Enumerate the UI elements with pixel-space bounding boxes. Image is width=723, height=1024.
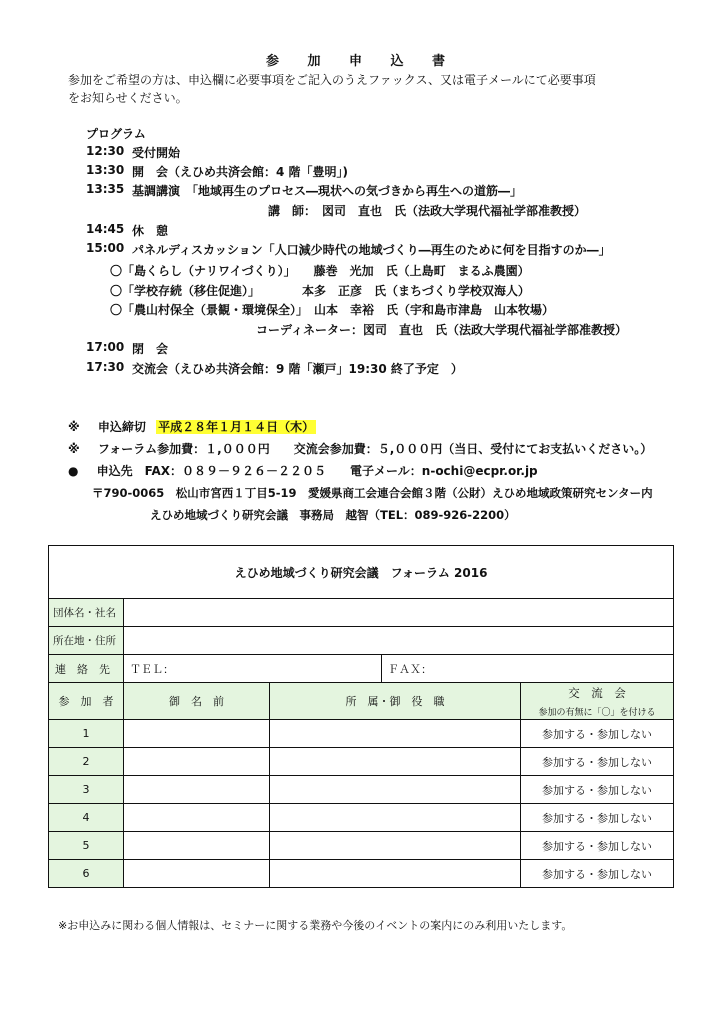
program-time: 15:00 bbox=[86, 241, 125, 255]
program-content: パネルディスカッション「人口減少時代の地域づくり―再生のために何を目指すのか―」 bbox=[132, 243, 611, 257]
intro-line-1: 参加をご希望の方は、申込欄に必要事項をご記入のうえファックス、又は電子メールにて必要事項 bbox=[68, 73, 596, 87]
participant-affiliation-field[interactable] bbox=[270, 832, 521, 860]
participant-row bbox=[49, 804, 674, 832]
participant-row bbox=[49, 720, 674, 748]
exchange-choice[interactable]: 参加する・参加しない bbox=[521, 804, 674, 832]
participant-number: 1 bbox=[49, 720, 124, 748]
privacy-footnote: ※お申込みに関わる個人情報は、セミナーに関する業務や今後のイベントの案内にのみ利用いたします。 bbox=[58, 919, 573, 932]
contact-mark: ● bbox=[68, 464, 79, 478]
participant-affiliation-field[interactable] bbox=[270, 860, 521, 888]
deadline-mark: ※ bbox=[68, 420, 80, 434]
tel-field[interactable] bbox=[124, 655, 382, 683]
contact-row bbox=[49, 655, 674, 683]
participant-affiliation-field[interactable] bbox=[270, 776, 521, 804]
program-time: 17:30 bbox=[86, 360, 125, 374]
program-content: 〇「島くらし（ナリワイづくり）」 藤巻 光加 氏（上島町 まるふ農園） bbox=[110, 264, 530, 278]
deadline-date: 平成２８年１月１４日（木） bbox=[158, 420, 315, 434]
program-content: 基調講演 「地域再生のプロセス―現状への気づきから再生への道筋―」 bbox=[132, 184, 523, 198]
program-time: 13:30 bbox=[86, 163, 125, 177]
participant-number: 2 bbox=[49, 748, 124, 776]
contact-line bbox=[68, 462, 538, 479]
participant-number: 4 bbox=[49, 804, 124, 832]
program-content: 講 師： 図司 直也 氏（法政大学現代福祉学部准教授） bbox=[268, 204, 587, 218]
program-content: 受付開始 bbox=[132, 146, 181, 160]
page-title: 参 加 申 込 書 bbox=[265, 54, 458, 69]
org-row bbox=[49, 599, 674, 627]
participants-label: 参 加 者 bbox=[49, 683, 124, 720]
form-title-row bbox=[49, 546, 674, 599]
participant-affiliation-field[interactable] bbox=[270, 748, 521, 776]
name-header: 御 名 前 bbox=[124, 683, 270, 720]
fees-text: フォーラム参加費：１,０００円 交流会参加費：５,０００円（当日、受付にてお支払いください。） bbox=[97, 442, 653, 456]
participant-number: 3 bbox=[49, 776, 124, 804]
deadline-line bbox=[68, 418, 316, 435]
participant-row bbox=[49, 776, 674, 804]
deadline-label: 申込締切 bbox=[97, 420, 146, 434]
form-title: えひめ地域づくり研究会議 フォーラム 2016 bbox=[49, 546, 674, 599]
participant-row bbox=[49, 860, 674, 888]
participant-name-field[interactable] bbox=[124, 720, 270, 748]
tel-label: ＴＥＬ： bbox=[130, 662, 174, 676]
participant-number: 5 bbox=[49, 832, 124, 860]
participants-header-row bbox=[49, 683, 674, 720]
fax-field[interactable] bbox=[382, 655, 674, 683]
program-content: 交流会（えひめ共済会館：9 階「瀬戸」19:30 終了予定 ） bbox=[132, 362, 463, 376]
program-heading: プログラム bbox=[86, 127, 146, 141]
exchange-choice[interactable]: 参加する・参加しない bbox=[521, 720, 674, 748]
participant-name-field[interactable] bbox=[124, 860, 270, 888]
address-label: 所在地・住所 bbox=[49, 627, 124, 655]
address-field[interactable] bbox=[124, 627, 674, 655]
exchange-choice[interactable]: 参加する・参加しない bbox=[521, 776, 674, 804]
exchange-choice[interactable]: 参加する・参加しない bbox=[521, 860, 674, 888]
contact-text: 申込先 FAX：０８９－９２６－２２０５ 電子メール：n-ochi@ecpr.or.jp bbox=[96, 464, 538, 478]
exchange-choice[interactable]: 参加する・参加しない bbox=[521, 832, 674, 860]
exchange-header-title: 交 流 会 bbox=[568, 685, 626, 700]
program-time: 12:30 bbox=[86, 144, 125, 158]
contact-label: 連 絡 先 bbox=[49, 655, 124, 683]
org-field[interactable] bbox=[124, 599, 674, 627]
office-line: えひめ地域づくり研究会議 事務局 越智（TEL：089-926-2200） bbox=[150, 508, 516, 522]
program-time: 17:00 bbox=[86, 340, 125, 354]
participant-row bbox=[49, 748, 674, 776]
participant-row bbox=[49, 832, 674, 860]
org-label: 団体名・社名 bbox=[49, 599, 124, 627]
fax-label: ＦＡＸ： bbox=[388, 662, 432, 676]
exchange-choice[interactable]: 参加する・参加しない bbox=[521, 748, 674, 776]
application-table bbox=[48, 545, 674, 888]
program-content: 休 憩 bbox=[132, 224, 169, 238]
participant-name-field[interactable] bbox=[124, 804, 270, 832]
exchange-header bbox=[521, 683, 674, 720]
program-content: コーディネーター：図司 直也 氏（法政大学現代福祉学部准教授） bbox=[256, 323, 628, 337]
program-content: 〇「学校存続（移住促進）」 本多 正彦 氏（まちづくり学校双海人） bbox=[110, 284, 530, 298]
address-line: 〒790-0065 松山市宮西１丁目5-19 愛媛県商工会連合会館３階（公財）えひめ地域政策研究センター内 bbox=[92, 486, 653, 500]
participant-name-field[interactable] bbox=[124, 776, 270, 804]
participant-affiliation-field[interactable] bbox=[270, 804, 521, 832]
affiliation-header: 所 属・御 役 職 bbox=[270, 683, 521, 720]
fees-mark: ※ bbox=[68, 442, 80, 456]
program-content: 〇「農山村保全（景観・環境保全）」 山本 幸裕 氏（宇和島市津島 山本牧場） bbox=[110, 303, 555, 317]
participant-name-field[interactable] bbox=[124, 832, 270, 860]
participant-affiliation-field[interactable] bbox=[270, 720, 521, 748]
exchange-header-note: 参加の有無に「〇」を付ける bbox=[538, 707, 656, 718]
participant-number: 6 bbox=[49, 860, 124, 888]
address-row bbox=[49, 627, 674, 655]
participant-name-field[interactable] bbox=[124, 748, 270, 776]
program-content: 開 会（えひめ共済会館：4 階「豊明」) bbox=[132, 165, 349, 179]
program-content: 閉 会 bbox=[132, 342, 169, 356]
program-time: 13:35 bbox=[86, 182, 125, 196]
intro-line-2: をお知らせください。 bbox=[68, 91, 188, 105]
fees-line bbox=[68, 440, 652, 457]
program-time: 14:45 bbox=[86, 222, 125, 236]
